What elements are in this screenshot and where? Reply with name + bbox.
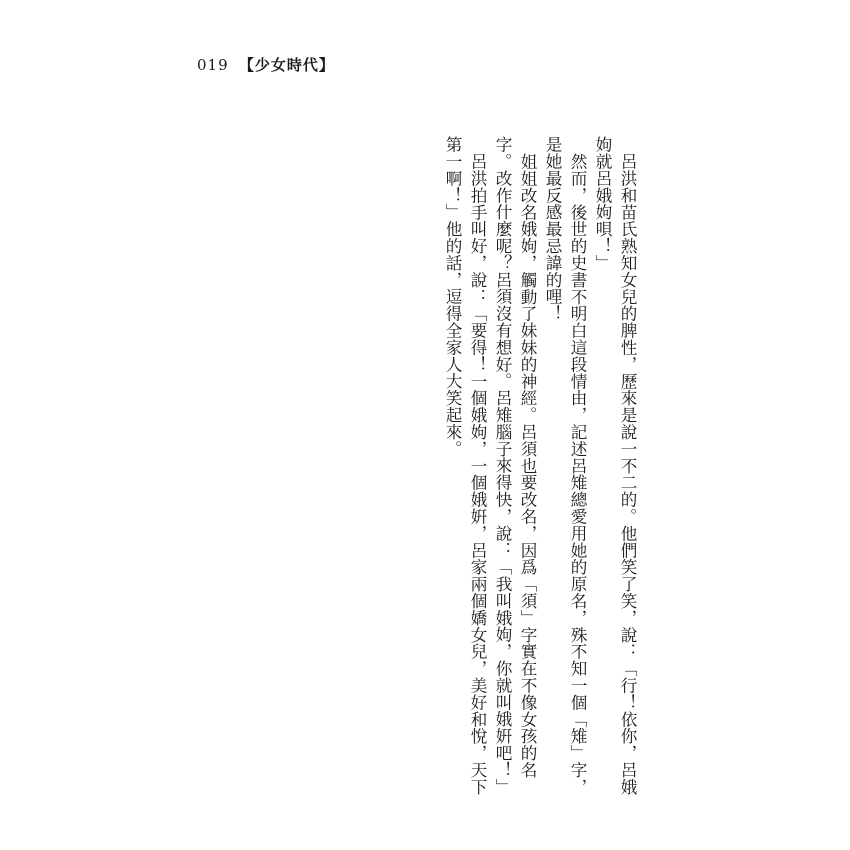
paragraph-2: 然而，後世的史書不明白這段情由，記述呂雉總愛用她的原名，殊不知一個「雉」字，是她最反感最忌諱的哩！ xyxy=(543,136,587,795)
chapter-title: 【少女時代】 xyxy=(238,56,335,74)
paragraph-4: 呂洪拍手叫好，說：「要得！一個娥姁，一個娥姸，呂家兩個嬌女兒，美好和悅，天下第一啊！」他的話，逗得全家人大笑起來。 xyxy=(443,136,487,795)
body-text xyxy=(440,136,640,796)
paragraph-1: 呂洪和苗氏熟知女兒的脾性，歷來是說一不二的。他們笑了笑，說：「行！依你，呂娥姁就呂娥姁唄！」 xyxy=(593,136,637,795)
paragraph-3: 姐姐改名娥姁，觸動了妹妹的神經。呂須也要改名，因爲「須」字實在不像女孩的名字。改作什麼呢？呂須沒有想好。呂雉腦子來得快，說：「我叫娥姁，你就叫娥姸吧！」 xyxy=(493,136,537,796)
page-header xyxy=(197,54,335,75)
page-number: 019 xyxy=(197,56,229,74)
